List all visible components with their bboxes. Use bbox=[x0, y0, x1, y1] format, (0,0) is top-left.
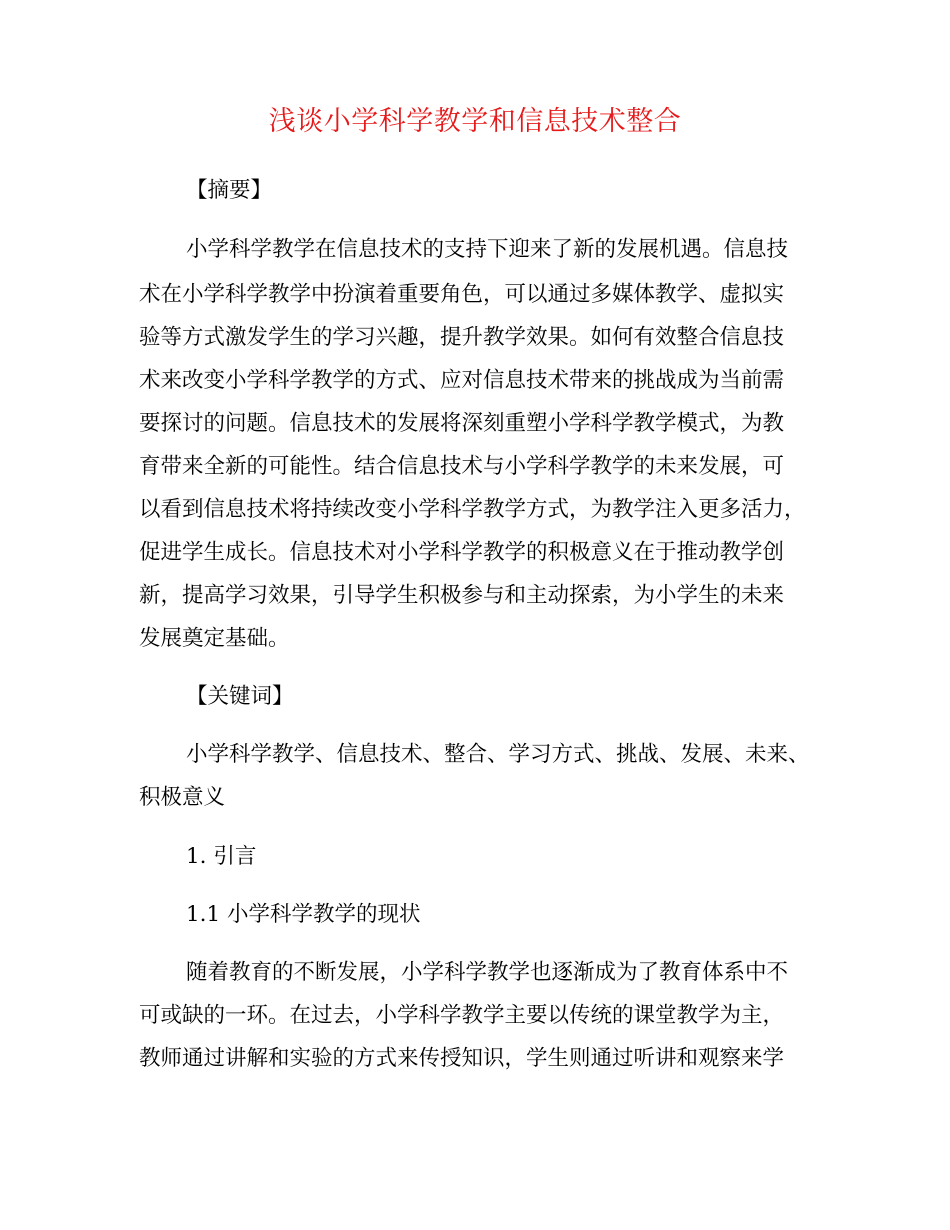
keywords-line: 小学科学教学、信息技术、整合、学习方式、挑战、发展、未来、 bbox=[186, 742, 810, 767]
body-line: 随着教育的不断发展，小学科学教学也逐渐成为了教育体系中不 bbox=[186, 960, 789, 985]
abstract-line: 小学科学教学在信息技术的支持下迎来了新的发展机遇。信息技 bbox=[186, 237, 789, 262]
keywords-line: 积极意义 bbox=[139, 785, 226, 810]
body-line: 可或缺的一环。在过去，小学科学教学主要以传统的课堂教学为主， bbox=[139, 1003, 785, 1028]
abstract-line: 发展奠定基础。 bbox=[139, 626, 290, 651]
abstract-line: 要探讨的问题。信息技术的发展将深刻重塑小学科学教学模式，为教 bbox=[139, 411, 785, 436]
document-title: 浅谈小学科学教学和信息技术整合 bbox=[268, 106, 682, 137]
abstract-line: 术在小学科学教学中扮演着重要角色，可以通过多媒体教学、虚拟实 bbox=[139, 282, 785, 307]
body-line: 教师通过讲解和实验的方式来传授知识，学生则通过听讲和观察来学 bbox=[139, 1046, 785, 1071]
abstract-heading: 【摘要】 bbox=[186, 178, 273, 203]
subsection-heading: 1.1 小学科学教学的现状 bbox=[186, 902, 421, 927]
abstract-line: 以看到信息技术将持续改变小学科学教学方式，为教学注入更多活力， bbox=[139, 497, 806, 522]
abstract-line: 术来改变小学科学教学的方式、应对信息技术带来的挑战成为当前需 bbox=[139, 368, 785, 393]
abstract-line: 新，提高学习效果，引导学生积极参与和主动探索，为小学生的未来 bbox=[139, 583, 785, 608]
keywords-heading: 【关键词】 bbox=[186, 684, 294, 709]
abstract-line: 促进学生成长。信息技术对小学科学教学的积极意义在于推动教学创 bbox=[139, 540, 785, 565]
abstract-line: 育带来全新的可能性。结合信息技术与小学科学教学的未来发展，可 bbox=[139, 454, 785, 479]
section-heading: 1. 引言 bbox=[186, 844, 257, 869]
abstract-line: 验等方式激发学生的学习兴趣，提升教学效果。如何有效整合信息技 bbox=[139, 325, 785, 350]
